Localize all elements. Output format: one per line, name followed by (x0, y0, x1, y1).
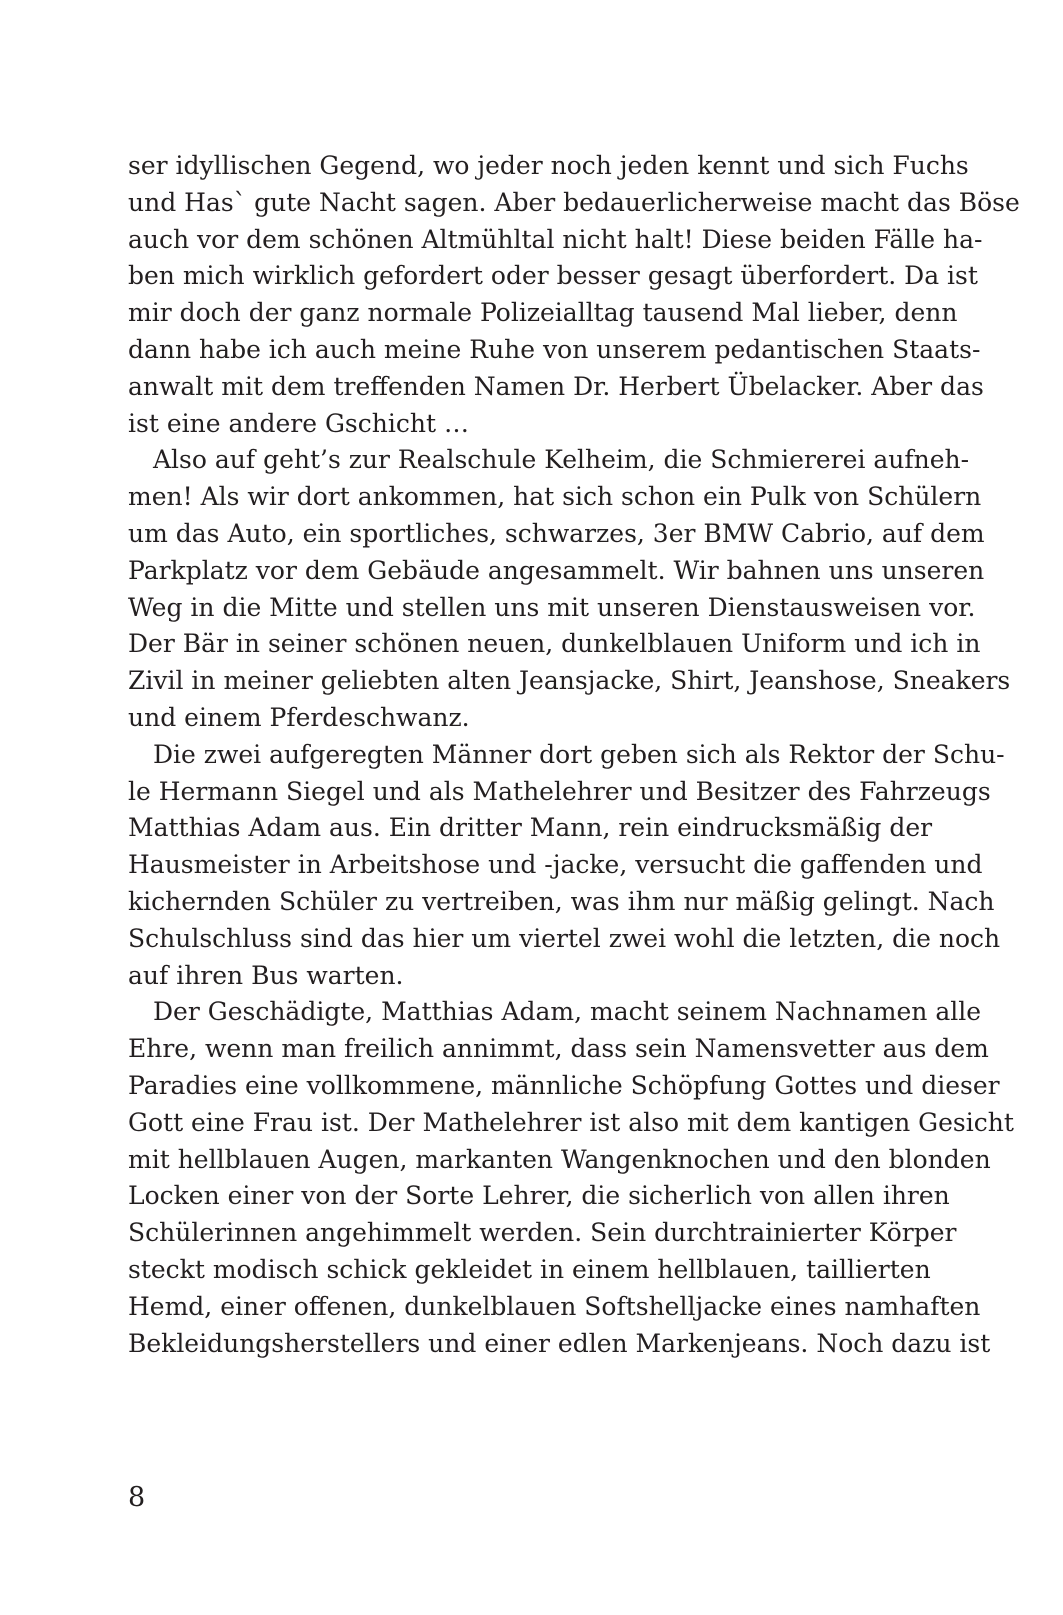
text-line: Paradies eine vollkommene, männliche Schöpfung Gottes und dieser (128, 1070, 1000, 1100)
text-line: ser idyllischen Gegend, wo jeder noch jeden kennt und sich Fuchs (128, 151, 969, 180)
text-line: auch vor dem schönen Altmühltal nicht halt! Diese beiden Fälle ha- (128, 224, 983, 254)
text-line: Schülerinnen angehimmelt werden. Sein durchtrainierter Körper (128, 1218, 957, 1248)
text-line: Bekleidungsherstellers und einer edlen Markenjeans. Noch dazu ist (128, 1328, 991, 1358)
text-line: mir doch der ganz normale Polizeialltag tausend Mal lieber, denn (128, 298, 958, 328)
text-line: Locken einer von der Sorte Lehrer, die sicherlich von allen ihren (128, 1181, 950, 1211)
text-line: ben mich wirklich gefordert oder besser gesagt überfordert. Da ist (128, 261, 978, 291)
text-line: Hausmeister in Arbeitshose und -jacke, versucht die gaffenden und (128, 850, 983, 880)
text-line: Gott eine Frau ist. Der Mathelehrer ist also mit dem kantigen Gesicht (128, 1107, 1014, 1137)
text-line: Der Bär in seiner schönen neuen, dunkelblauen Uniform und ich in (128, 629, 981, 659)
text-line: Die zwei aufgeregten Männer dort geben sich als Rektor der Schu- (153, 739, 1005, 769)
body-text (128, 148, 1020, 1362)
text-line: Hemd, einer offenen, dunkelblauen Softshelljacke eines namhaften (128, 1291, 981, 1321)
text-line: Parkplatz vor dem Gebäude angesammelt. Wir bahnen uns unseren (128, 555, 985, 585)
text-line: und Has` gute Nacht sagen. Aber bedauerlicherweise macht das Böse (128, 187, 1020, 217)
text-line: dann habe ich auch meine Ruhe von unserem pedantischen Staats- (128, 334, 981, 364)
text-line: Weg in die Mitte und stellen uns mit unseren Dienstausweisen vor. (128, 592, 976, 622)
text-line: Schulschluss sind das hier um viertel zwei wohl die letzten, die noch (128, 923, 1001, 953)
text-line: Matthias Adam aus. Ein dritter Mann, rein eindrucksmäßig der (128, 813, 933, 843)
text-line: Der Geschädigte, Matthias Adam, macht seinem Nachnamen alle (153, 997, 982, 1027)
text-line: anwalt mit dem treffenden Namen Dr. Herbert Übelacker. Aber das (128, 371, 984, 401)
text-line: le Hermann Siegel und als Mathelehrer und Besitzer des Fahrzeugs (128, 776, 991, 806)
page-number: 8 (128, 1482, 146, 1513)
text-line: steckt modisch schick gekleidet in einem hellblauen, taillierten (128, 1254, 931, 1284)
text-line: um das Auto, ein sportliches, schwarzes, 3er BMW Cabrio, auf dem (128, 518, 985, 548)
text-line: mit hellblauen Augen, markanten Wangenknochen und den blonden (128, 1144, 991, 1174)
text-line: kichernden Schüler zu vertreiben, was ihm nur mäßig gelingt. Nach (128, 886, 995, 916)
text-line: auf ihren Bus warten. (128, 960, 404, 990)
text-line: Also auf geht’s zur Realschule Kelheim, die Schmiererei aufneh- (153, 445, 970, 475)
text-line: men! Als wir dort ankommen, hat sich schon ein Pulk von Schülern (128, 482, 982, 512)
text-line: Zivil in meiner geliebten alten Jeansjacke, Shirt, Jeanshose, Sneakers (128, 666, 1011, 696)
text-line: und einem Pferdeschwanz. (128, 702, 470, 732)
text-line: Ehre, wenn man freilich annimmt, dass sein Namensvetter aus dem (128, 1034, 989, 1064)
text-line: ist eine andere Gschicht … (128, 408, 469, 438)
